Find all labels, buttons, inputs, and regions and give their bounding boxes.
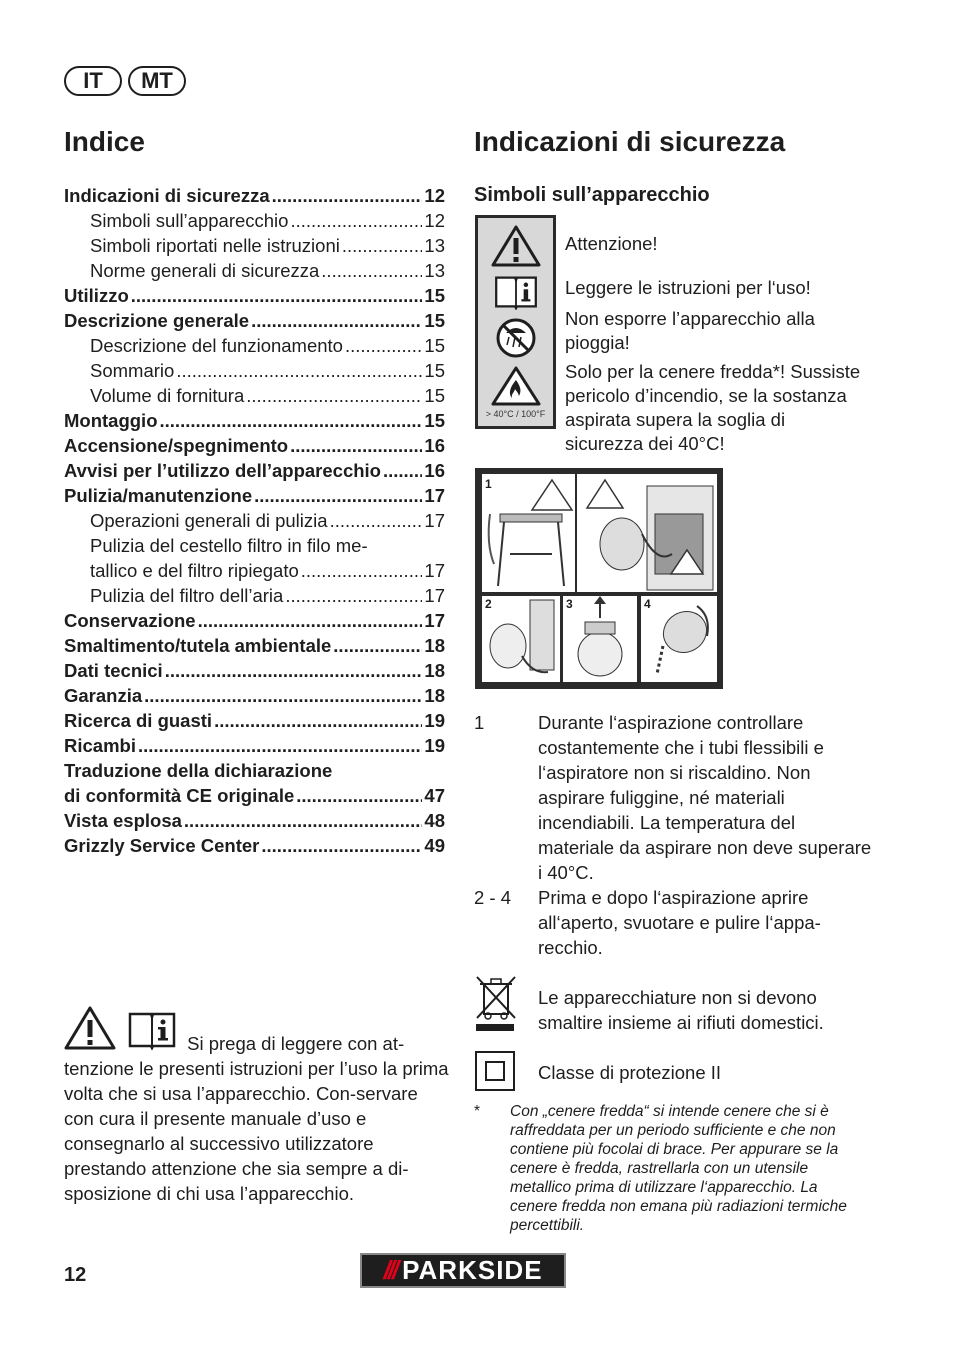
warning-icon (491, 225, 541, 267)
toc-entry[interactable] (64, 183, 445, 208)
toc-leader-dots (160, 408, 423, 433)
toc-entry-page: 15 (424, 310, 445, 331)
toc-entry-label: Ricerca di guasti (64, 710, 213, 731)
toc-entry-label: Sommario (90, 360, 175, 381)
protection-class-row (474, 1050, 868, 1097)
toc-entry-label: Simboli sull’apparecchio (90, 210, 289, 231)
weee-row (474, 974, 868, 1037)
toc-entry-page: 47 (424, 785, 445, 806)
toc-entry[interactable] (64, 558, 445, 583)
section-subtitle: Simboli sull’apparecchio (474, 184, 710, 206)
table-of-contents (64, 183, 445, 858)
toc-entry[interactable] (64, 258, 445, 283)
device-symbols-panel (475, 215, 556, 429)
footnote-marker: * (474, 1103, 481, 1120)
toc-entry-page: 13 (424, 260, 445, 281)
toc-entry[interactable] (64, 783, 445, 808)
note-icons (64, 1006, 177, 1056)
toc-entry-page: 17 (424, 485, 445, 506)
toc-leader-dots (138, 733, 422, 758)
illustration-panel-2 (482, 596, 560, 682)
illustration-number-3: 3 (566, 597, 573, 611)
illustration-panel-4 (641, 596, 717, 682)
toc-leader-dots (176, 358, 422, 383)
toc-entry[interactable] (64, 358, 445, 383)
toc-entry-page: 18 (424, 660, 445, 681)
toc-entry[interactable] (64, 233, 445, 258)
illustration-number-2: 2 (485, 597, 492, 611)
footnote (474, 1102, 859, 1235)
toc-entry-label: Montaggio (64, 410, 158, 431)
toc-leader-dots (383, 458, 422, 483)
toc-entry[interactable] (64, 208, 445, 233)
toc-entry-label: Avvisi per l’utilizzo dell’apparecchio (64, 460, 381, 481)
step-2-4 (474, 885, 874, 960)
toc-entry-page: 13 (424, 235, 445, 256)
logo-slashes: /// (383, 1255, 397, 1285)
toc-entry-label: Pulizia del filtro dell’aria (90, 585, 284, 606)
toc-entry-page: 18 (424, 685, 445, 706)
toc-entry-label: Descrizione generale (64, 310, 250, 331)
protection-class-text: Classe di protezione II (538, 1062, 722, 1083)
toc-leader-dots (345, 333, 422, 358)
toc-entry-label: Vista esplosa (64, 810, 182, 831)
language-badge-mt: MT (128, 66, 186, 96)
toc-entry-page: 15 (424, 410, 445, 431)
read-instructions-note (64, 1006, 450, 1206)
toc-entry-label: Norme generali di sicurezza (90, 260, 320, 281)
toc-entry-page: 15 (424, 335, 445, 356)
toc-entry-label: Traduzione della dichiarazione (64, 760, 333, 781)
toc-entry-page: 19 (424, 710, 445, 731)
toc-entry-page: 15 (424, 285, 445, 306)
toc-entry-page: 17 (424, 510, 445, 531)
toc-leader-dots (290, 433, 422, 458)
step-1 (474, 710, 874, 885)
toc-leader-dots (333, 633, 422, 658)
symbol-text-manual: Leggere le istruzioni per l‘uso! (565, 277, 811, 298)
toc-leader-dots (272, 183, 423, 208)
no-rain-icon (495, 317, 537, 359)
weee-text: Le apparecchiature non si devono smaltire insieme ai rifiuti domestici. (538, 987, 824, 1033)
toc-entry[interactable] (64, 758, 445, 783)
toc-leader-dots (144, 683, 422, 708)
crossed-bin-icon (474, 974, 518, 1032)
toc-entry[interactable] (64, 383, 445, 408)
toc-entry[interactable] (64, 833, 445, 858)
manual-icon (493, 274, 539, 310)
illustration-panel-fireplace (577, 474, 717, 592)
toc-leader-dots (342, 233, 423, 258)
toc-entry-label: Volume di fornitura (90, 385, 245, 406)
note-text: Si prega di leggere con at-tenzione le presenti istruzioni per l’uso la prima volta che si usa l’apparecchio. Con-servare con cura il presente manuale d’uso e consegnarlo al successivo utilizzatore prestando attenzione che sia sempre a di-sposizione di chi usa l’apparecchio. (64, 1033, 449, 1204)
step-number: 1 (474, 712, 485, 733)
toc-entry[interactable] (64, 283, 445, 308)
toc-leader-dots (330, 508, 423, 533)
toc-entry[interactable] (64, 608, 445, 633)
toc-entry[interactable] (64, 633, 445, 658)
toc-leader-dots (131, 283, 423, 308)
parkside-logo (360, 1253, 566, 1288)
toc-leader-dots (301, 558, 423, 583)
toc-entry-label: di conformità CE originale (64, 785, 295, 806)
toc-entry-page: 15 (424, 360, 445, 381)
page-number: 12 (64, 1264, 87, 1286)
toc-entry-label: Simboli riportati nelle istruzioni (90, 235, 340, 256)
toc-entry-label: Ricambi (64, 735, 136, 756)
toc-entry[interactable] (64, 658, 445, 683)
toc-entry-page: 16 (424, 435, 445, 456)
toc-entry[interactable] (64, 733, 445, 758)
toc-leader-dots (296, 783, 422, 808)
toc-entry-page: 48 (424, 810, 445, 831)
toc-entry[interactable] (64, 433, 445, 458)
toc-entry[interactable] (64, 408, 445, 433)
symbol-text-cold-ash: Solo per la cenere fredda*! Sussiste pericolo d’incendio, se la sostanza aspirata supera la soglia di sicurezza dei 40°C! (565, 361, 861, 454)
language-badges (64, 66, 192, 96)
step-number: 2 - 4 (474, 887, 512, 908)
toc-entry-label: Operazioni generali di pulizia (90, 510, 328, 531)
step-text: Durante l‘aspirazione controllare costantemente che i tubi flessibili e l‘aspiratore non si riscaldino. Non aspirare fuliggine, né materiali incendiabili. La temperatura del materiale da aspirare non deve superare i 40°C. (538, 712, 872, 883)
toc-entry[interactable] (64, 333, 445, 358)
language-badge-it: IT (64, 66, 122, 96)
toc-entry[interactable] (64, 683, 445, 708)
warning-icon (64, 1006, 116, 1050)
toc-entry[interactable] (64, 583, 445, 608)
section-title: Indicazioni di sicurezza (474, 126, 786, 157)
toc-entry-page: 15 (424, 385, 445, 406)
footnote-text: Con „cenere fredda“ si intende cenere che si è raffreddata per un periodo sufficiente e che non contiene più focolai di brace. Per appurare se la cenere è fredda, rastrellarla con un utensile metallico prima di utilizzare l‘apparecchio. La cenere fredda non emana più radiazioni termiche percettibili. (510, 1103, 847, 1234)
toc-leader-dots (285, 583, 422, 608)
toc-entry-page: 17 (424, 610, 445, 631)
toc-entry-page: 19 (424, 735, 445, 756)
toc-leader-dots (198, 608, 423, 633)
toc-entry-page: 17 (424, 560, 445, 581)
step-text: Prima e dopo l‘aspirazione aprire all‘aperto, svuotare e pulire l‘appa-recchio. (538, 887, 821, 958)
toc-leader-dots (214, 708, 422, 733)
toc-leader-dots (184, 808, 423, 833)
toc-entry-page: 17 (424, 585, 445, 606)
protection-class-ii-icon (474, 1050, 516, 1092)
toc-title: Indice (64, 126, 145, 157)
illustration-panel-1 (482, 474, 575, 592)
toc-entry-label: tallico e del filtro ripiegato (90, 560, 299, 581)
toc-entry[interactable] (64, 808, 445, 833)
toc-entry[interactable] (64, 458, 445, 483)
toc-entry[interactable] (64, 308, 445, 333)
toc-entry-label: Pulizia del cestello filtro in filo me- (90, 535, 368, 556)
toc-entry-label: Descrizione del funzionamento (90, 335, 343, 356)
illustration-number-1: 1 (485, 477, 492, 491)
illustration-number-4: 4 (644, 597, 651, 611)
toc-entry-page: 18 (424, 635, 445, 656)
toc-entry-page: 12 (424, 185, 445, 206)
symbol-text-rain: Non esporre l’apparecchio alla pioggia! (565, 308, 815, 353)
toc-leader-dots (165, 658, 423, 683)
toc-entry[interactable] (64, 483, 445, 508)
toc-entry-label: Smaltimento/tutela ambientale (64, 635, 332, 656)
toc-entry[interactable] (64, 708, 445, 733)
toc-entry[interactable] (64, 533, 445, 558)
toc-entry-label: Pulizia/manutenzione (64, 485, 253, 506)
toc-entry-label: Dati tecnici (64, 660, 163, 681)
manual-icon (127, 1010, 177, 1050)
logo-wordmark: PARKSIDE (402, 1255, 543, 1285)
toc-leader-dots (251, 308, 422, 333)
toc-entry-label: Indicazioni di sicurezza (64, 185, 270, 206)
toc-entry-page: 16 (424, 460, 445, 481)
toc-leader-dots (290, 208, 422, 233)
toc-entry-label: Grizzly Service Center (64, 835, 260, 856)
toc-entry-label: Garanzia (64, 685, 143, 706)
toc-leader-dots (321, 258, 422, 283)
illustration-panel-3 (563, 596, 637, 682)
temperature-label: > 40°C / 100°F (485, 408, 546, 419)
toc-entry-page: 49 (424, 835, 445, 856)
toc-entry-label: Accensione/spegnimento (64, 435, 289, 456)
hot-ash-warning-icon (491, 366, 541, 406)
toc-entry-page: 12 (424, 210, 445, 231)
toc-entry-label: Conservazione (64, 610, 196, 631)
toc-leader-dots (246, 383, 422, 408)
toc-leader-dots (254, 483, 422, 508)
toc-entry[interactable] (64, 508, 445, 533)
symbol-text-warning: Attenzione! (565, 233, 658, 254)
toc-entry-label: Utilizzo (64, 285, 129, 306)
toc-leader-dots (261, 833, 422, 858)
usage-illustration (475, 468, 723, 689)
